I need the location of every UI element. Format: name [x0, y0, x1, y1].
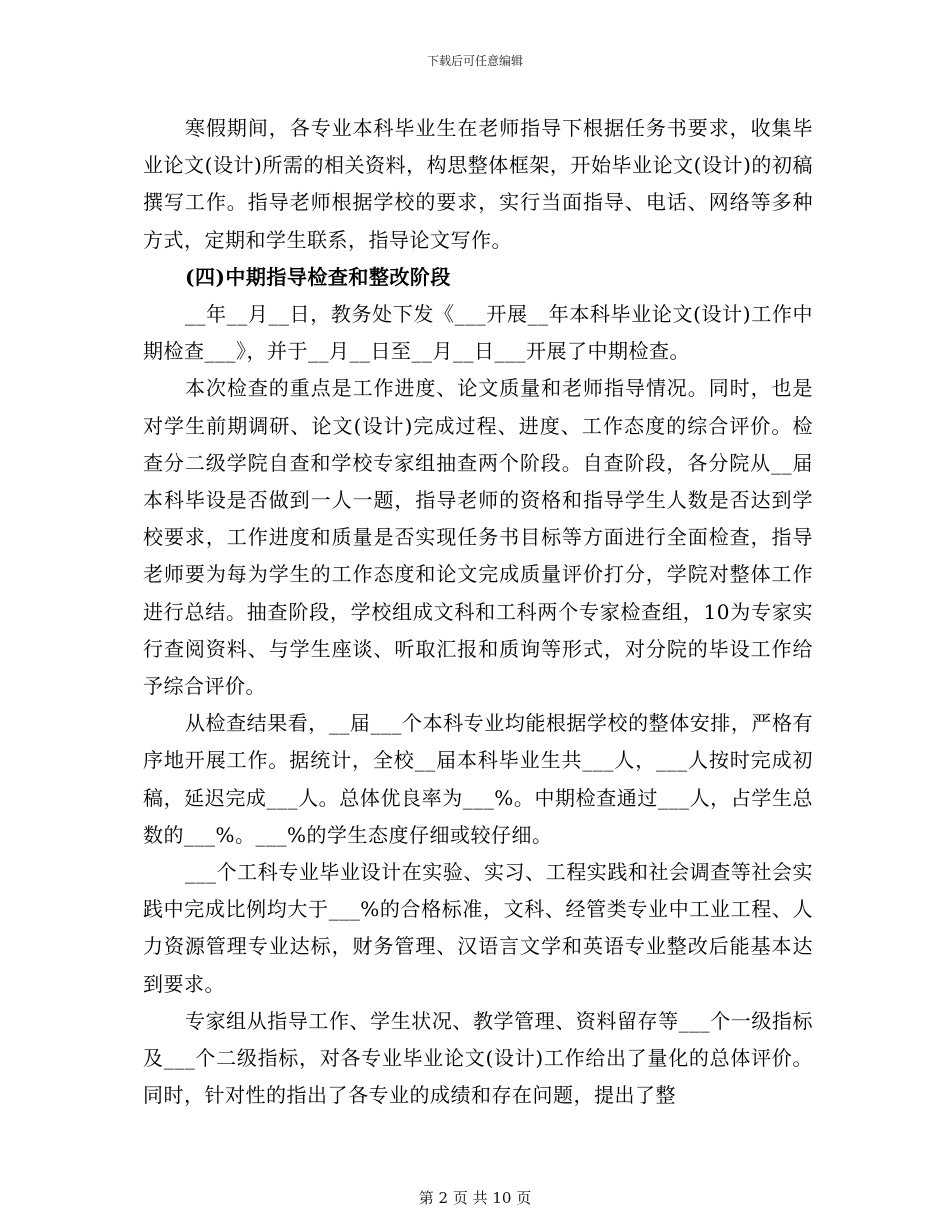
paragraph-winter-break: 寒假期间，各专业本科毕业生在老师指导下根据任务书要求，收集毕业论文(设计)所需的相关资料，构思整体框架，开始毕业论文(设计)的初稿撰写工作。指导老师根据学校的要求，实行当面指导、电话、网络等多种方式，定期和学生联系，指导论文写作。 [143, 116, 813, 252]
paragraph-midterm-notice: __年__月__日，教务处下发《___开展__年本科毕业论文(设计)工作中期检查___》，并于__月__日至__月__日___开展了中期检查。 [143, 302, 813, 364]
paragraph-inspection-results: 从检查结果看，__届___个本科专业均能根据学校的整体安排，严格有序地开展工作。据统计，全校__届本科毕业生共___人，___人按时完成初稿，延迟完成___人。总体优良率为___%。中期检查通过___人，占学生总数的___%。___%的学生态度仔细或较仔细。 [143, 711, 813, 847]
paragraph-inspection-focus: 本次检查的重点是工作进度、论文质量和老师指导情况。同时，也是对学生前期调研、论文(设计)完成过程、进度、工作态度的综合评价。检查分二级学院自查和学校专家组抽查两个阶段。自查阶段，各分院从__届本科毕设是否做到一人一题，指导老师的资格和指导学生人数是否达到学校要求，工作进度和质量是否实现任务书目标等方面进行全面检查，指导老师要为每为学生的工作态度和论文完成质量评价打分，学院对整体工作进行总结。抽查阶段，学校组成文科和工科两个专家检查组，10为专家实行查阅资料、与学生座谈、听取汇报和质询等形式，对分院的毕设工作给予综合评价。 [143, 376, 813, 699]
document-body [143, 110, 813, 1114]
paragraph-engineering-majors: ___个工科专业毕业设计在实验、实习、工程实践和社会调查等社会实践中完成比例均大于___%的合格标准，文科、经管类专业中工业工程、人力资源管理专业达标，财务管理、汉语言文学和英语专业整改后能基本达到要求。 [143, 860, 813, 996]
page-header-note: 下载后可任意编辑 [426, 54, 523, 68]
section-heading-midterm: (四)中期指导检查和整改阶段 [185, 264, 451, 289]
paragraph-expert-evaluation: 专家组从指导工作、学生状况、教学管理、资料留存等___个一级指标及___个二级指标，对各专业毕业论文(设计)工作给出了量化的总体评价。同时，针对性的指出了各专业的成绩和存在问题，提出了整 [143, 1008, 813, 1108]
page-number-footer: 第 2 页 共 10 页 [418, 1189, 532, 1207]
